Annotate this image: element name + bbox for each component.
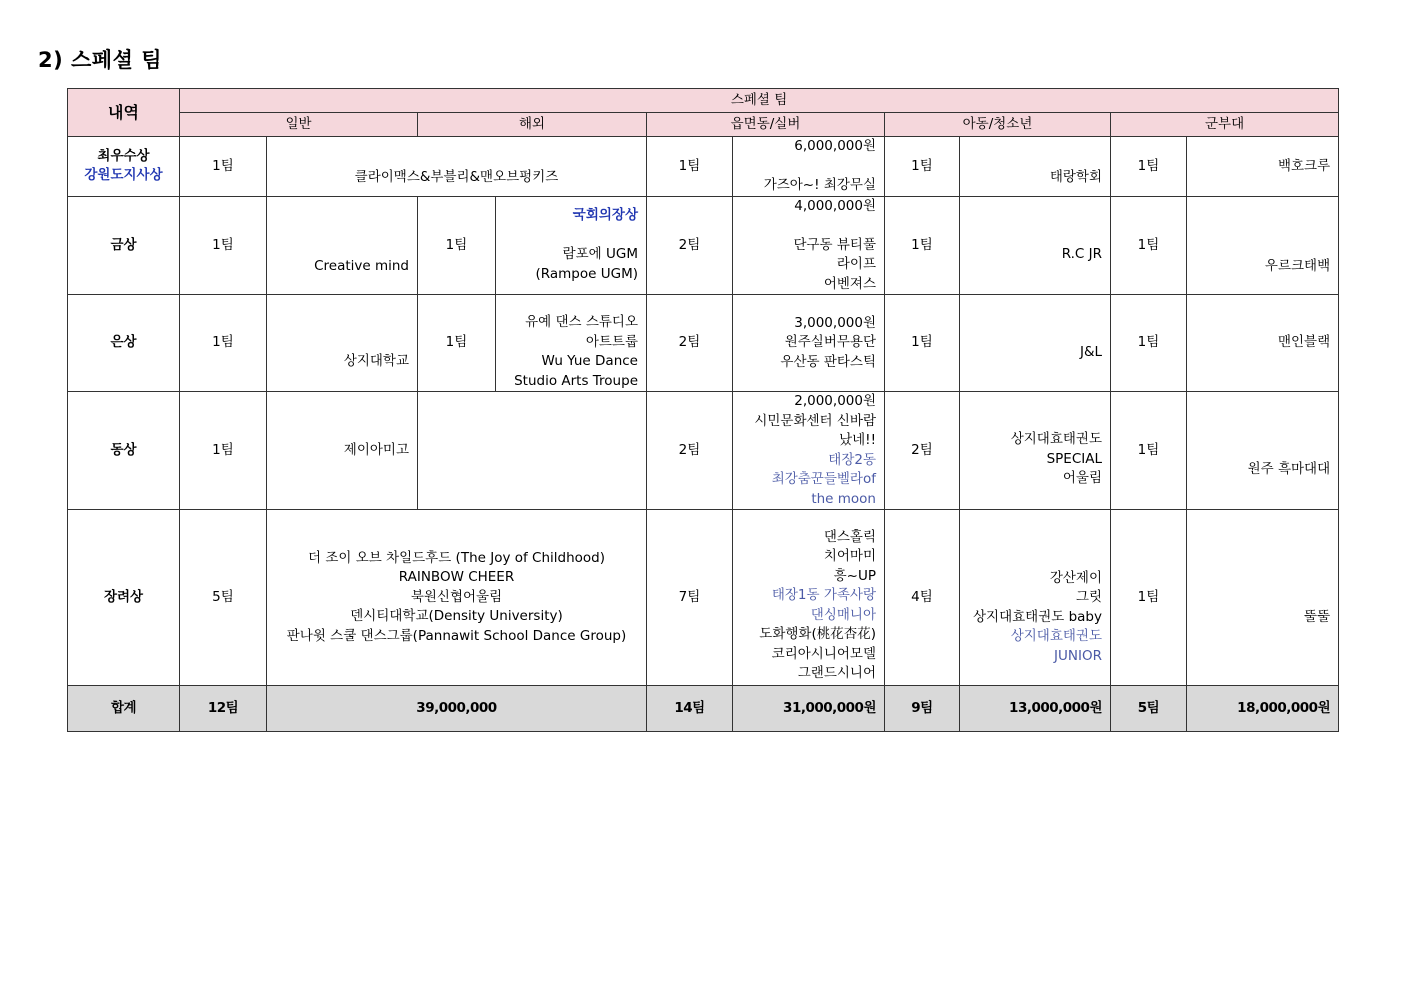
- header-category-town-silver: 읍면동/실버: [647, 113, 885, 137]
- silver-military-team: 맨인블랙: [1187, 295, 1339, 392]
- list-item: 그릿: [1075, 589, 1102, 606]
- encourage-youth-teams: [960, 510, 1111, 686]
- header-row-label: 내역: [68, 89, 180, 137]
- encourage-general-count: 5팀: [180, 510, 267, 686]
- list-item: 도화행화(桃花杏花): [759, 626, 876, 642]
- table-row-gold: [68, 196, 1339, 295]
- bronze-youth-cell: 상지대효태권도 SPECIAL 어울림: [960, 392, 1111, 510]
- header-category-general: 일반: [180, 113, 418, 137]
- encourage-town-count: 7팀: [647, 510, 733, 686]
- table-row-encourage: [68, 510, 1339, 686]
- silver-youth-team: J&L: [960, 295, 1111, 392]
- total-youth-amount: 13,000,000원: [960, 686, 1111, 732]
- row-label-total: 합계: [68, 686, 180, 732]
- grand-town-cell: [733, 137, 885, 197]
- grand-town-team: 가즈아~! 최강무실: [763, 177, 876, 193]
- row-label-silver: 은상: [68, 295, 180, 392]
- grand-youth-count: 1팀: [885, 137, 960, 197]
- table-row-grand: [68, 137, 1339, 197]
- grand-general-count: 1팀: [180, 137, 267, 197]
- list-item: 북원신협어울림: [410, 588, 503, 605]
- gold-town-count: 2팀: [647, 196, 733, 295]
- bronze-military-count: 1팀: [1111, 392, 1187, 510]
- encourage-youth-count: 4팀: [885, 510, 960, 686]
- gold-youth-team: R.C JR: [960, 196, 1111, 295]
- grand-military-count: 1팀: [1111, 137, 1187, 197]
- list-item: 상지대효태권도 baby: [973, 608, 1102, 625]
- section-title: 2) 스페셜 팀: [38, 48, 162, 72]
- table-row-bronze: [68, 392, 1339, 510]
- row-label-encourage: 장려상: [68, 510, 180, 686]
- total-general-amount: 39,000,000: [267, 686, 647, 732]
- encourage-military-count: 1팀: [1111, 510, 1187, 686]
- bronze-town-count: 2팀: [647, 392, 733, 510]
- list-item: 더 조이 오브 차일드후드 (The Joy of Childhood): [307, 549, 606, 566]
- bronze-town-prize: 2,000,000원: [794, 393, 876, 409]
- silver-military-count: 1팀: [1111, 295, 1187, 392]
- list-item: 댄싱매니아: [810, 606, 876, 623]
- table-row-silver: [68, 295, 1339, 392]
- bronze-general-team: 제이아미고: [267, 392, 418, 510]
- grand-general-overseas-team: 클라이맥스&부블리&맨오브펑키즈: [267, 137, 647, 197]
- total-town-amount: 31,000,000원: [733, 686, 885, 732]
- silver-town-prize: 3,000,000원: [794, 314, 876, 331]
- total-general-count: 12팀: [180, 686, 267, 732]
- row-label-gold: 금상: [68, 196, 180, 295]
- row-label-bronze: 동상: [68, 392, 180, 510]
- header-row-categories: [68, 113, 1339, 137]
- header-category-youth: 아동/청소년: [885, 113, 1111, 137]
- encourage-military-team: 뚤뚤: [1187, 510, 1339, 686]
- list-item: 판나윗 스쿨 댄스그룹(Pannawit School Dance Group): [286, 627, 627, 644]
- grand-town-count: 1팀: [647, 137, 733, 197]
- total-youth-count: 9팀: [885, 686, 960, 732]
- list-item: 강산제이: [1049, 569, 1102, 586]
- silver-overseas-cell: 유예 댄스 스튜디오 아트트룹 Wu Yue Dance Studio Arts Troupe: [496, 295, 647, 392]
- list-item: 상지대효태권도: [1010, 628, 1102, 645]
- encourage-general-teams: [267, 510, 647, 686]
- header-group: 스페셜 팀: [180, 89, 1339, 113]
- silver-youth-count: 1팀: [885, 295, 960, 392]
- silver-town-cell: 3,000,000원 원주실버무용단 우산동 판타스틱: [733, 295, 885, 392]
- silver-general-count: 1팀: [180, 295, 267, 392]
- list-item: 태장1동 가족사랑: [771, 587, 876, 603]
- gold-town-cell: 4,000,000원 단구동 뷰티풀 라이프 어벤져스: [733, 196, 885, 295]
- gold-general-team: Creative mind: [267, 196, 418, 295]
- total-military-amount: 18,000,000원: [1187, 686, 1339, 732]
- list-item: JUNIOR: [1054, 647, 1102, 664]
- total-military-count: 5팀: [1111, 686, 1187, 732]
- bronze-military-team: 원주 흑마대대: [1187, 392, 1339, 510]
- bronze-general-count: 1팀: [180, 392, 267, 510]
- silver-overseas-count: 1팀: [418, 295, 496, 392]
- header-category-military: 군부대: [1111, 113, 1339, 137]
- table-row-total: [68, 686, 1339, 732]
- gold-youth-count: 1팀: [885, 196, 960, 295]
- silver-town-count: 2팀: [647, 295, 733, 392]
- header-row-group: [68, 89, 1339, 113]
- gold-town-prize: 4,000,000원: [794, 197, 876, 214]
- list-item: 코리아시니어모델: [771, 645, 876, 662]
- gold-overseas-cell: 국회의장상 람포에 UGM (Rampoe UGM): [496, 196, 647, 295]
- list-item: RAINBOW CHEER: [398, 569, 515, 586]
- bronze-town-cell: 2,000,000원 시민문화센터 신바람 났네!! 태장2동 최강춤꾼들벨라of the moon: [733, 392, 885, 510]
- row-label-grand: 최우수상 강원도지사상: [68, 137, 180, 197]
- bronze-youth-count: 2팀: [885, 392, 960, 510]
- list-item: 치어마미: [823, 548, 876, 564]
- gold-general-count: 1팀: [180, 196, 267, 295]
- header-category-overseas: 해외: [418, 113, 647, 137]
- grand-youth-team: 태랑학회: [960, 137, 1111, 197]
- gold-military-count: 1팀: [1111, 196, 1187, 295]
- list-item: 그랜드시니어: [797, 665, 876, 681]
- silver-general-team: 상지대학교: [267, 295, 418, 392]
- encourage-town-teams: [733, 510, 885, 686]
- total-town-count: 14팀: [647, 686, 733, 732]
- list-item: 흥~UP: [833, 567, 876, 584]
- bronze-overseas-empty: [418, 392, 647, 510]
- gold-military-team: 우르크태백: [1187, 196, 1339, 295]
- list-item: 댄스홀릭: [823, 528, 876, 545]
- gold-overseas-count: 1팀: [418, 196, 496, 295]
- gold-overseas-prize: 국회의장상: [572, 207, 638, 224]
- grand-military-team: 백호크루: [1187, 137, 1339, 197]
- grand-town-prize: 6,000,000원: [794, 138, 876, 154]
- special-team-award-table: [67, 88, 1339, 732]
- list-item: 덴시티대학교(Density University): [350, 608, 563, 625]
